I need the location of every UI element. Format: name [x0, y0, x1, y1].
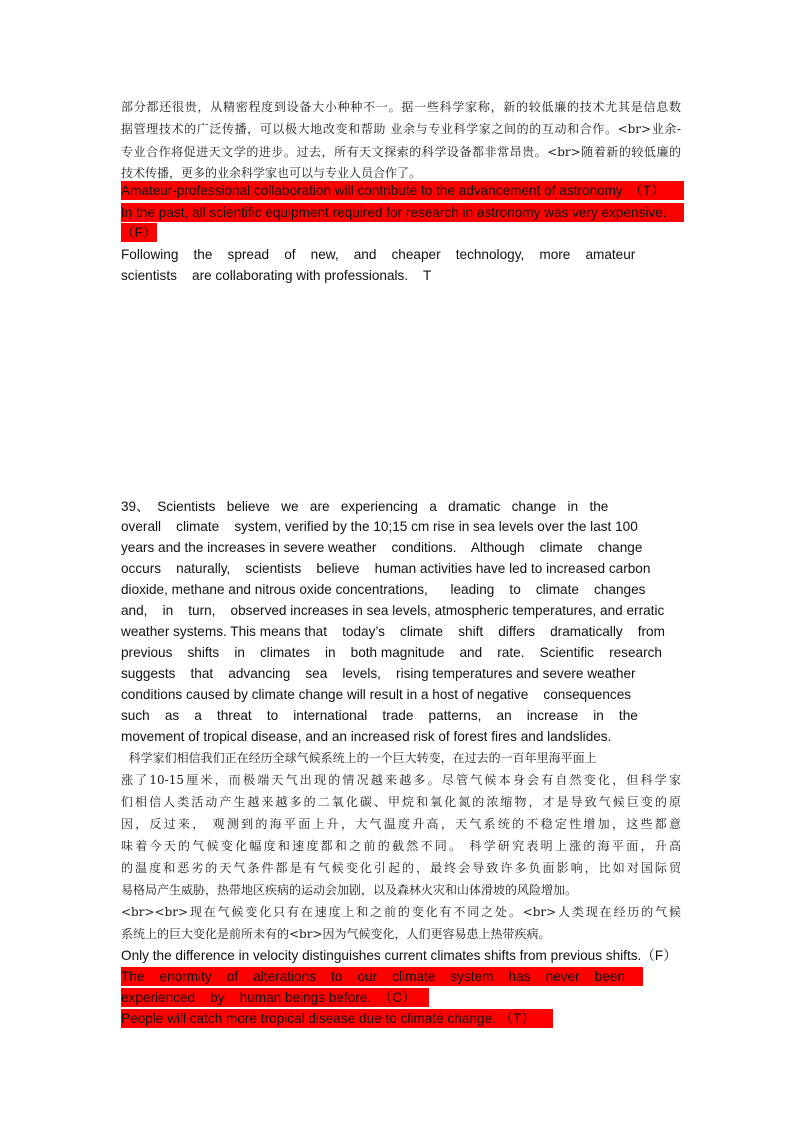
passage-line: 39、 Scientists believe we are experiencing a dramatic change in the: [121, 499, 609, 514]
cn-line: 据管理技术的广泛传播，可以极大地改变和帮助 业余与专业科学家之间的的互动和合作。<br>业余-: [121, 122, 681, 136]
cn-line: 的温度和恶劣的天气条件都是有气候变化引起的，最终会导致许多负面影响，比如对国际贸: [121, 861, 681, 875]
cn-line: 味着今天的气候变化幅度和速度都和之前的截然不同。 科学研究表明上涨的海平面，升高: [121, 839, 681, 853]
statement-choice-line: experienced by human beings before. （C）: [121, 990, 416, 1005]
passage-line: occurs naturally, scientists believe human activities have led to increased carbon: [121, 561, 651, 576]
statement-answer: （F）: [121, 225, 157, 240]
passage-line: dioxide, methane and nitrous oxide concentrations, leading to climate changes: [121, 582, 646, 597]
cn-line: <br><br>现在气候变化只有在速度上和之前的变化有不同之处。<br>人类现在经历的气候: [121, 905, 681, 919]
cn-line: 专业合作将促进天文学的进步。过去，所有天文探索的科学设备都非常昂贵。<br>随着新的较低廉的: [121, 145, 681, 159]
statement-true: People will catch more tropical disease due to climate change. （T）: [121, 1011, 536, 1026]
statement-line: Following the spread of new, and cheaper technology, more amateur: [121, 247, 636, 262]
cn-line: 技术传播，更多的业余科学家也可以与专业人员合作了。: [121, 166, 422, 180]
cn-line: 涨了10-15厘米，而极端天气出现的情况越来越多。尽管气候本身会有自然变化，但科学家: [121, 773, 681, 787]
cn-line: 部分都还很贵，从精密程度到设备大小种种不一。据一些科学家称，新的较低廉的技术尤其是信息数: [121, 100, 681, 114]
passage-line: movement of tropical disease, and an increased risk of forest fires and landslides.: [121, 729, 612, 744]
passage-line: previous shifts in climates in both magnitude and rate. Scientific research: [121, 645, 662, 660]
cn-line: 系统上的巨大变化是前所未有的<br>因为气候变化，人们更容易患上热带疾病。: [121, 927, 551, 941]
statement-choice-line: The enormity of alterations to our climate system has never been: [121, 969, 625, 984]
cn-line: 因，反过来， 观测到的海平面上升，大气温度升高，天气系统的不稳定性增加，这些都意: [121, 817, 681, 831]
statement-false: Only the difference in velocity distinguishes current climates shifts from previous shifts.（F）: [121, 948, 677, 963]
cn-line: 易格局产生威胁，热带地区疾病的运动会加剧，以及森林火灾和山体滑坡的风险增加。: [121, 883, 578, 897]
passage-line: years and the increases in severe weather conditions. Although climate change: [121, 540, 643, 555]
passage-line: weather systems. This means that today’s climate shift differs dramatically from: [121, 624, 665, 639]
statement-true: Amateur-professional collaboration will contribute to the advancement of astronomy. （T）: [121, 183, 665, 198]
passage-line: overall climate system, verified by the 10;15 cm rise in sea levels over the last 100: [121, 519, 638, 534]
statement-line: scientists are collaborating with professionals. T: [121, 268, 432, 283]
passage-line: and, in turn, observed increases in sea levels, atmospheric temperatures, and erratic: [121, 603, 665, 618]
cn-line: 科学家们相信我们正在经历全球气候系统上的一个巨大转变，在过去的一百年里海平面上: [121, 751, 597, 765]
cn-line: 们相信人类活动产生越来越多的二氧化碳、甲烷和氧化氮的浓缩物，才是导致气候巨变的原: [121, 795, 681, 809]
passage-line: suggests that advancing sea levels, rising temperatures and severe weather: [121, 666, 636, 681]
statement-false: In the past, all scientific equipment required for research in astronomy was very expensive.: [121, 205, 667, 220]
passage-line: such as a threat to international trade patterns, an increase in the: [121, 708, 638, 723]
passage-line: conditions caused by climate change will result in a host of negative consequences: [121, 687, 632, 702]
